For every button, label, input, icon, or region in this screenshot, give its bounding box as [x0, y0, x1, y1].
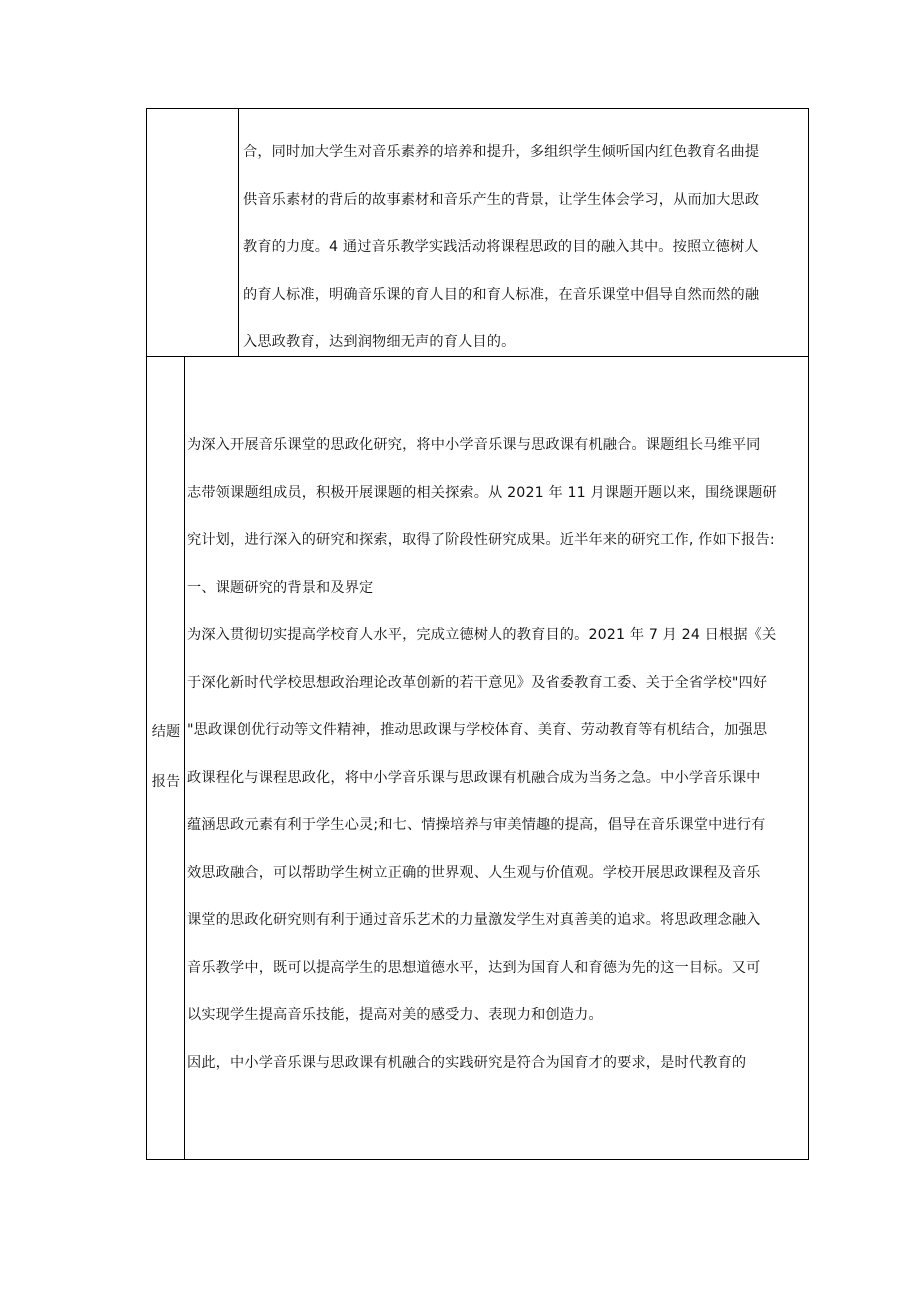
table-row-final-report [146, 356, 809, 1160]
text-line: 因此，中小学音乐课与思政课有机融合的实践研究是符合为国育才的要求，是时代教育的 [187, 1054, 747, 1071]
text-line: 以实现学生提高音乐技能，提高对美的感受力、表现力和创造力。 [187, 1007, 603, 1023]
text-line: 教育的力度。4 通过音乐教学实践活动将课程思政的目的融入其中。按照立德树人 [243, 239, 759, 255]
text-line: 的育人标准，明确音乐课的育人目的和育人标准，在音乐课堂中倡导自然而然的融 [243, 286, 760, 303]
text-line: 为深入开展音乐课堂的思政化研究，将中小学音乐课与思政课有机融合。课题组长马维平同 [187, 437, 761, 453]
report-text-cell [187, 422, 809, 1087]
text-line: 供音乐素材的背后的故事素材和音乐产生的背景，让学生体会学习，从而加大思政 [243, 191, 760, 208]
text-line: 蕴涵思政元素有利于学生心灵;和七、情操培养与审美情趣的提高，倡导在音乐课堂中进行有 [187, 817, 766, 833]
text-line: 效思政融合，可以帮助学生树立正确的世界观、人生观与价值观。学校开展思政课程及音乐 [187, 864, 761, 881]
text-line: 志带领课题组成员，积极开展课题的相关探索。从 2021 年 11 月课题开题以来，围绕课题研 [187, 484, 777, 501]
column-divider [238, 109, 239, 356]
table-row-continuation [146, 108, 809, 357]
row-label-line: 结题 [151, 724, 181, 740]
text-line: 音乐教学中，既可以提高学生的思想道德水平，达到为国育人和育德为先的这一目标。又可 [187, 959, 761, 976]
text-line: 课堂的思政化研究则有利于通过音乐艺术的力量激发学生对真善美的追求。将思政理念融入 [187, 912, 761, 928]
text-line: 于深化新时代学校思想政治理论改革创新的若干意见》及省委教育工委、关于全省学校"四好 [187, 674, 768, 691]
text-line: 究计划，进行深入的研究和探索，取得了阶段性研究成果。近半年来的研究工作, 作如下报告: [187, 532, 775, 548]
row-label-line: 报告 [151, 774, 181, 790]
text-line: 合，同时加大学生对音乐素养的培养和提升，多组织学生倾听国内红色教育名曲提 [243, 144, 760, 160]
column-divider [184, 357, 185, 1159]
text-line: 为深入贯彻切实提高学校育人水平，完成立德树人的教育目的。2021 年 7 月 24 日根据《关 [187, 627, 777, 643]
section-heading: 一、课题研究的背景和及界定 [187, 579, 374, 596]
text-line: "思政课创优行动等文件精神，推动思政课与学校体育、美育、劳动教育等有机结合，加强思 [187, 722, 768, 738]
row-label-final-report [148, 707, 184, 807]
text-line: 政课程化与课程思政化，将中小学音乐课与思政课有机融合成为当务之急。中小学音乐课中 [187, 769, 761, 786]
text-line: 入思政教育，达到润物细无声的育人目的。 [243, 334, 516, 350]
continuation-text-cell [243, 129, 759, 367]
